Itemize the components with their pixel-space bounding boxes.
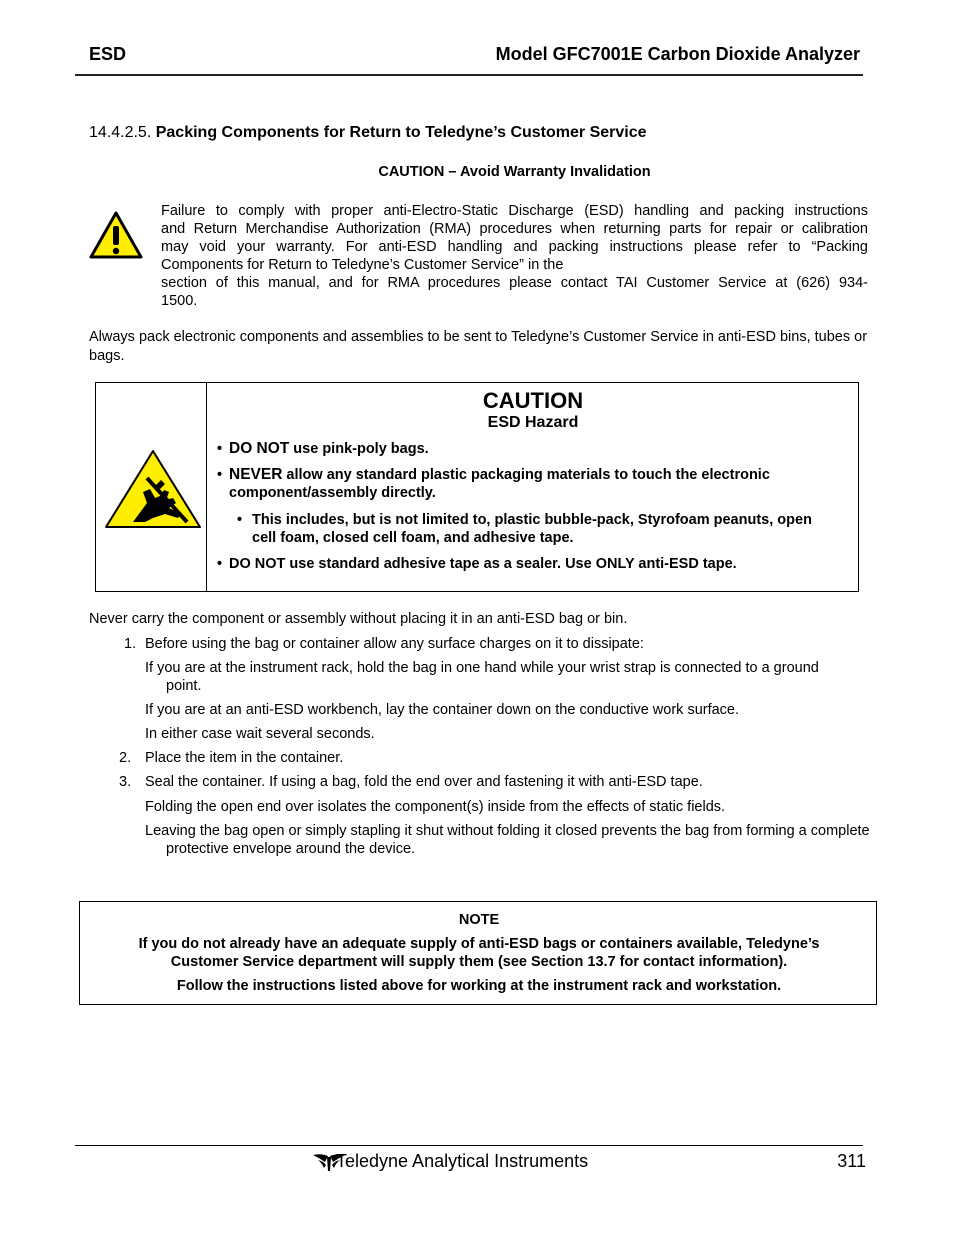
esd-caution-heading: CAUTION	[482, 388, 584, 413]
caution-notice-line: and Return Merchandise Authorization (RMA) procedures when returning parts for repair or calibration	[161, 221, 868, 237]
caution-notice-line: section of this manual, and for RMA procedures please contact TAI Customer Service at (626) 934-	[161, 275, 868, 291]
note-box	[79, 901, 877, 1005]
esd-item-text: use pink-poly bags.	[289, 441, 429, 457]
footer-divider	[75, 1145, 863, 1146]
step-3-substep: Leaving the bag open or simply stapling it shut without folding it closed prevents the bag from forming a complete protective envelope around the device.	[145, 823, 870, 857]
esd-item-text: This includes, but is not limited to, plastic bubble-pack, Styrofoam peanuts, open cell foam, closed cell foam, and adhesive tape.	[252, 512, 812, 546]
warning-exclamation-icon	[88, 210, 144, 260]
note-text-line: If you do not already have an adequate supply of anti-ESD bags or containers available, Teledyne’s	[138, 936, 820, 952]
header-document-title: Model GFC7001E Carbon Dioxide Analyzer	[495, 44, 860, 64]
section-title: Packing Components for Return to Teledyne’s Customer Service	[155, 124, 647, 141]
step-1-substep: In either case wait several seconds.	[145, 726, 375, 742]
esd-item-lead: DO NOT	[229, 440, 290, 457]
header-divider	[75, 74, 863, 76]
esd-hazard-icon	[103, 448, 203, 530]
step-number: 1.	[124, 636, 137, 652]
step-number: 3.	[119, 774, 132, 790]
step-number: 2.	[119, 750, 132, 766]
esd-item-text: allow any standard plastic packaging materials to touch the electronic component/assembly directly.	[229, 467, 770, 501]
caution-notice-text	[161, 202, 868, 310]
esd-item-lead: NEVER	[229, 466, 283, 483]
step-1-substep: If you are at an anti-ESD workbench, lay the container down on the conductive work surface.	[145, 702, 740, 718]
header-section-label: ESD	[89, 44, 127, 64]
bullet-icon: •	[217, 467, 223, 483]
esd-item-text: DO NOT use standard adhesive tape as a sealer. Use ONLY anti-ESD tape.	[229, 556, 737, 572]
caution-notice-line: Failure to comply with proper anti-Electro-Static Discharge (ESD) handling and packing instructions	[161, 203, 868, 219]
caution-notice-line: 1500.	[161, 293, 198, 309]
page-number: 311	[837, 1151, 866, 1171]
step-1-substep: If you are at the instrument rack, hold the bag in one hand while your wrist strap is connected to a ground point.	[145, 660, 819, 694]
note-text-line: Follow the instructions listed above for working at the instrument rack and workstation.	[176, 978, 782, 994]
bullet-icon: •	[217, 556, 223, 572]
caution-notice-line: may void your warranty. For anti-ESD handling and packing instructions please refer to “Packing	[161, 239, 868, 255]
section-heading	[89, 124, 647, 142]
procedure-intro: Never carry the component or assembly without placing it in an anti-ESD bag or bin.	[89, 611, 628, 627]
step-2-text: Place the item in the container.	[145, 750, 344, 766]
step-1-text: Before using the bag or container allow any surface charges on it to dissipate:	[145, 636, 644, 652]
esd-list-item	[217, 466, 847, 502]
caution-notice-line: Components for Return to Teledyne’s Customer Service” in the	[161, 257, 564, 273]
footer-company-name: Teledyne Analytical Instruments	[336, 1151, 589, 1171]
intro-paragraph: Always pack electronic components and assemblies to be sent to Teledyne’s Customer Service in anti-ESD bins, tubes or bags.	[89, 329, 868, 364]
esd-list-subitem	[237, 511, 837, 547]
note-title: NOTE	[458, 912, 500, 928]
bullet-icon: •	[237, 512, 243, 528]
step-3-substep: Folding the open end over isolates the component(s) inside from the effects of static fields.	[145, 799, 726, 815]
note-text-line: Customer Service department will supply them (see Section 13.7 for contact information).	[170, 954, 788, 970]
esd-hazard-subtitle: ESD Hazard	[487, 414, 579, 431]
caution-notice-title: CAUTION – Avoid Warranty Invalidation	[378, 164, 651, 180]
esd-list-item	[217, 440, 847, 458]
section-number: 14.4.2.5.	[89, 124, 152, 141]
bullet-icon: •	[217, 441, 223, 457]
esd-list-item	[217, 555, 847, 573]
step-3-text: Seal the container. If using a bag, fold the end over and fastening it with anti-ESD tape.	[145, 774, 703, 790]
